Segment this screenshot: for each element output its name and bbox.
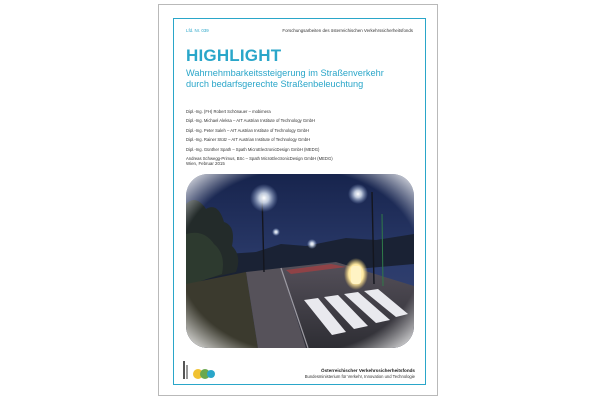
cover-frame bbox=[173, 18, 426, 385]
author-item: Dipl.-Ing. Rainer Stütz – AIT Austrian Institute of Technology GmbH bbox=[186, 137, 311, 143]
bmvit-vsf-logo-icon bbox=[182, 359, 216, 388]
footer bbox=[174, 357, 425, 385]
author-list bbox=[186, 107, 422, 163]
header-line bbox=[174, 28, 425, 35]
series-label: Forschungsarbeiten des österreichischen Verkehrssicherheitsfonds bbox=[282, 28, 413, 33]
author-item: Andreas Schwegg-Primus, BSc – Spath MicroElectronicDesign GmbH (MEDG) bbox=[186, 156, 333, 162]
ministry-name: Bundesministerium für Verkehr, Innovation und Technologie bbox=[304, 374, 415, 379]
publisher-name: Österreichischer Verkehrssicherheitsfonds bbox=[321, 368, 415, 373]
document-page bbox=[158, 4, 438, 396]
document-title: HIGHLIGHT bbox=[186, 46, 282, 65]
subtitle-line-1: Wahrnehmbarkeitssteigerung im Straßenverkehr bbox=[186, 68, 384, 78]
author-item: Dipl.-Ing. Michael Aleksa – AIT Austrian Institute of Technology GmbH bbox=[186, 118, 316, 124]
author-item: Dipl.-Ing. (FH) Robert Schönauer – mobimera bbox=[186, 109, 271, 114]
document-subtitle bbox=[186, 68, 416, 89]
subtitle-line-2: durch bedarfsgerechte Straßenbeleuchtung bbox=[186, 78, 364, 89]
issue-number: Lfd. Nr. 039 bbox=[186, 28, 209, 33]
publication-date: Wien, Februar 2015 bbox=[186, 161, 225, 166]
cover-photo bbox=[186, 174, 414, 348]
night-street-photo bbox=[186, 174, 414, 348]
author-item: Dipl.-Ing. Peter Saleh – AIT Austrian Institute of Technology GmbH bbox=[186, 127, 309, 133]
author-item: Dipl.-Ing. Günther Spath – Spath MicroElectronicDesign GmbH (MEDG) bbox=[186, 146, 320, 152]
